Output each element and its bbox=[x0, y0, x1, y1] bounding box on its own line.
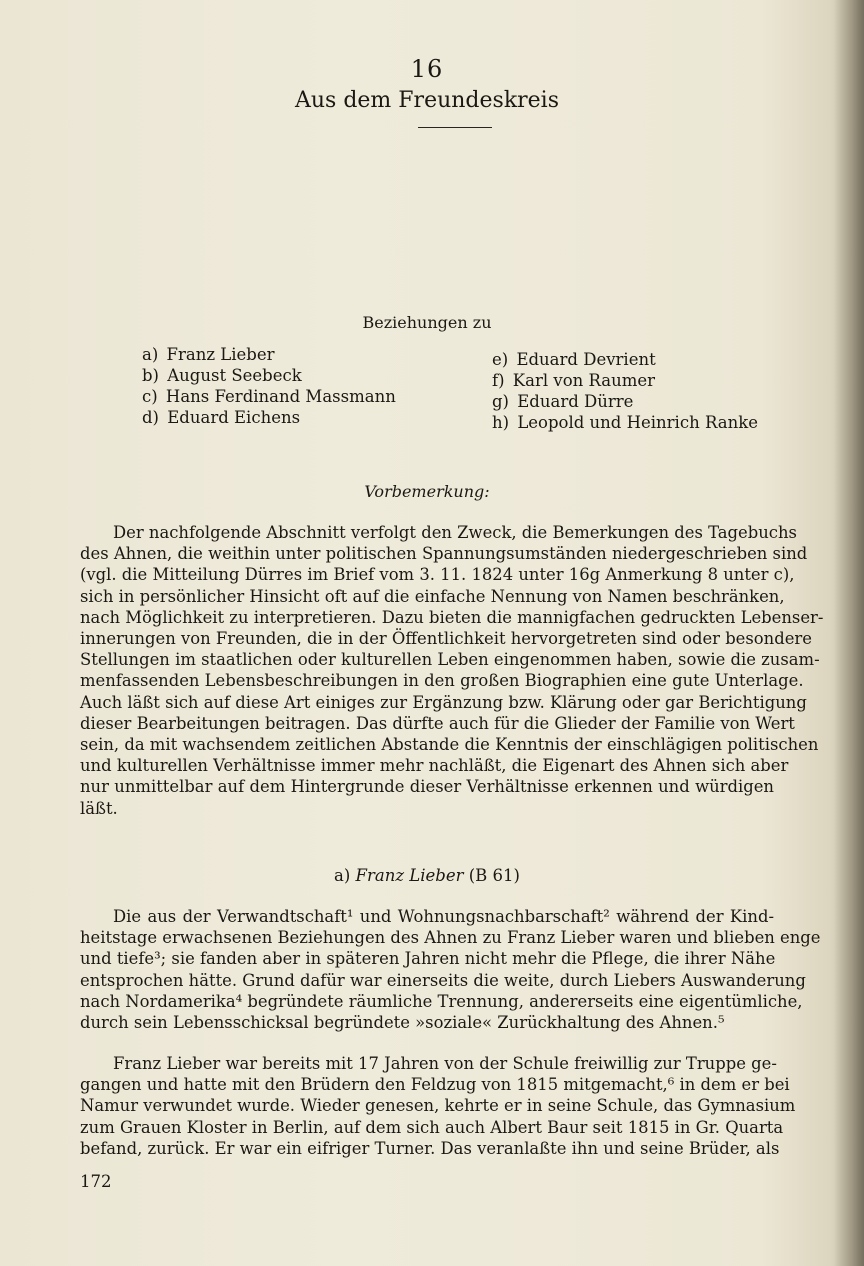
chapter-number: 16 bbox=[410, 55, 444, 83]
text-line: und kulturellen Verhältnisse immer mehr nachläßt, die Eigenart des Ahnen sich aber bbox=[80, 756, 789, 776]
relations-list-left bbox=[142, 344, 396, 428]
relations-list-right bbox=[492, 349, 758, 433]
text-line: Franz Lieber war bereits mit 17 Jahren von der Schule freiwillig zur Truppe ge- bbox=[113, 1054, 777, 1073]
section-label: a) bbox=[334, 866, 351, 885]
text-line: gangen und hatte mit den Brüdern den Feldzug von 1815 mitgemacht,⁶ in dem er bei bbox=[80, 1075, 790, 1095]
vorbemerkung-paragraph bbox=[80, 522, 824, 819]
text-line: innerungen von Freunden, die in der Öffentlichkeit hervorgetreten sind oder besondere bbox=[80, 629, 812, 649]
text-line: des Ahnen, die weithin unter politischen Spannungsumständen niedergeschrieben sind bbox=[80, 544, 808, 564]
list-item: b) August Seebeck bbox=[142, 366, 302, 385]
title-rule bbox=[418, 127, 492, 128]
text-line: nach Möglichkeit zu interpretieren. Dazu bieten die mannigfachen gedruckten Lebenser- bbox=[80, 607, 824, 627]
text-line: entsprochen hätte. Grund dafür war einerseits die weite, durch Liebers Auswanderung bbox=[80, 970, 806, 990]
page-number: 172 bbox=[80, 1172, 112, 1191]
list-item: d) Eduard Eichens bbox=[142, 408, 301, 427]
text-line: dieser Bearbeitungen beitragen. Das dürfte auch für die Glieder der Familie von Wert bbox=[80, 713, 795, 733]
relations-heading: Beziehungen zu bbox=[362, 313, 492, 332]
vorbemerkung-heading: Vorbemerkung: bbox=[364, 482, 490, 501]
text-line: Auch läßt sich auf diese Art einiges zur Ergänzung bzw. Klärung oder gar Berichtigung bbox=[80, 692, 807, 712]
list-item: c) Hans Ferdinand Massmann bbox=[142, 387, 396, 406]
text-line: (vgl. die Mitteilung Dürres im Brief vom 3. 11. 1824 unter 16g Anmerkung 8 unter c), bbox=[80, 565, 795, 585]
section-reference: (B 61) bbox=[468, 866, 520, 885]
text-line: nach Nordamerika⁴ begründete räumliche Trennung, andererseits eine eigentümliche, bbox=[80, 991, 803, 1011]
list-item: e) Eduard Devrient bbox=[492, 350, 656, 369]
text-line: heitstage erwachsenen Beziehungen des Ahnen zu Franz Lieber waren und blieben enge bbox=[80, 928, 821, 948]
page-gutter-shadow bbox=[834, 0, 864, 1266]
text-line: menfassenden Lebensbeschreibungen in den großen Biographien eine gute Unterlage. bbox=[80, 671, 804, 691]
section-person-name: Franz Lieber bbox=[355, 866, 464, 885]
text-line: Stellungen im staatlichen oder kulturellen Leben eingenommen haben, sowie die zusam- bbox=[80, 650, 820, 670]
text-line: sein, da mit wachsendem zeitlichen Abstande die Kenntnis der einschlägigen politischen bbox=[80, 735, 819, 755]
text-line: Der nachfolgende Abschnitt verfolgt den Zweck, die Bemerkungen des Tagebuchs bbox=[113, 523, 797, 542]
list-item: g) Eduard Dürre bbox=[492, 392, 634, 411]
section-paragraph-1 bbox=[80, 906, 821, 1033]
section-paragraph-2 bbox=[80, 1053, 796, 1159]
text-line: zum Grauen Kloster in Berlin, auf dem sich auch Albert Baur seit 1815 in Gr. Quarta bbox=[80, 1117, 784, 1137]
text-line: läßt. bbox=[80, 798, 118, 818]
chapter-title: Aus dem Freundeskreis bbox=[294, 88, 560, 113]
list-item: h) Leopold und Heinrich Ranke bbox=[492, 413, 758, 432]
text-line: befand, zurück. Er war ein eifriger Turner. Das veranlaßte ihn und seine Brüder, als bbox=[80, 1138, 780, 1158]
text-line: und tiefe³; sie fanden aber in späteren Jahren nicht mehr die Pflege, die ihrer Nähe bbox=[80, 949, 776, 969]
text-line: Die aus der Verwandtschaft¹ und Wohnungsnachbarschaft² während der Kind- bbox=[113, 907, 774, 926]
section-heading bbox=[80, 866, 774, 885]
text-line: durch sein Lebensschicksal begründete »soziale« Zurückhaltung des Ahnen.⁵ bbox=[80, 1013, 725, 1033]
text-line: nur unmittelbar auf dem Hintergrunde dieser Verhältnisse erkennen und würdigen bbox=[80, 777, 774, 797]
list-item: a) Franz Lieber bbox=[142, 345, 275, 364]
text-line: sich in persönlicher Hinsicht oft auf die einfache Nennung von Namen beschränken, bbox=[80, 586, 785, 606]
list-item: f) Karl von Raumer bbox=[492, 371, 656, 390]
text-line: Namur verwundet wurde. Wieder genesen, kehrte er in seine Schule, das Gymnasium bbox=[80, 1096, 796, 1116]
